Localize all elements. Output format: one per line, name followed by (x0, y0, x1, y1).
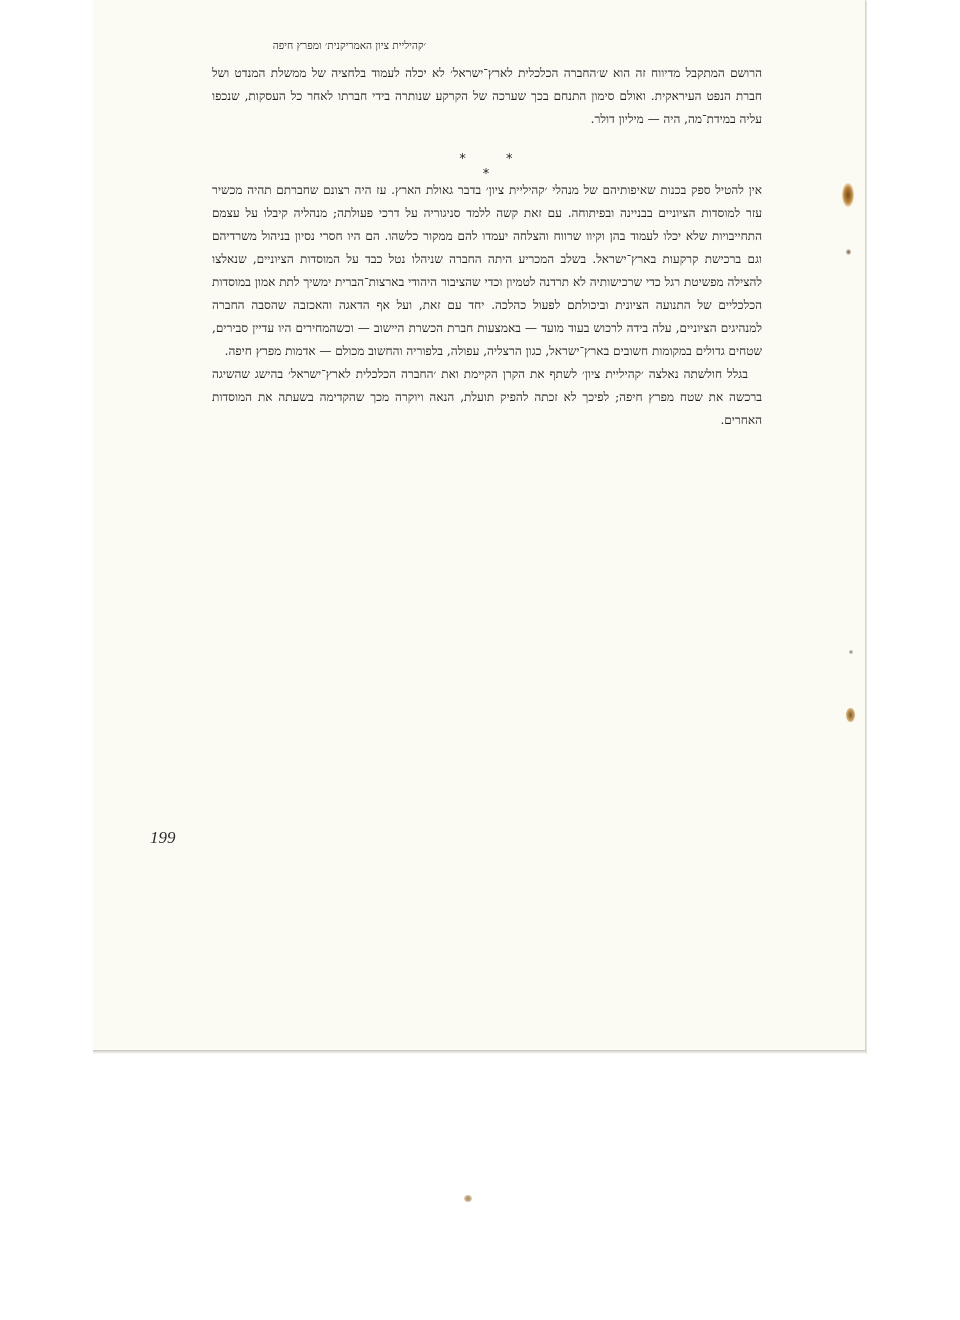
ink-stain (464, 1195, 472, 1202)
ink-stain (846, 249, 851, 255)
ink-stain (846, 708, 855, 722)
page-edge-shadow (93, 1050, 866, 1054)
section-separator: * * * (459, 152, 531, 182)
ink-stain (842, 183, 854, 207)
page-number: 199 (150, 828, 176, 847)
text-block-main (212, 179, 762, 432)
ink-stain (849, 650, 853, 654)
paragraph: בגלל חולשתה נאלצה ׳קהיליית ציון׳ לשתף את הקרן הקיימת ואת ׳החברה הכלכלית לארץ־ישראל׳ בהישג שהשיגה ברכשה את שטח מפרץ חיפה; לפיכך לא זכתה להפיק תועלת, הנאה ויוקרה מכך שהקדימה בשעתה את המוסדות האחרים. (212, 367, 762, 427)
text-block-top (212, 62, 762, 131)
running-head: ׳קהיליית ציון האמריקנית׳ ומפרץ חיפה (272, 40, 426, 52)
paragraph: הרושם המתקבל מדיווח זה הוא ש׳החברה הכלכלית לארץ־ישראל׳ לא יכלה לעמוד בלחציה של ממשלת המנדט ושל חברת הנפט העיראקית. ואולם סימון התנחם בכך שערכה של הקרקע שנותרה בידי חברתו לאחר כל העסקות, שנכפו עליה במידת־מה, היה — מיליון דולר. (212, 66, 762, 126)
paragraph: אין להטיל ספק בכנות שאיפותיהם של מנהלי ׳קהיליית ציון׳ בדבר גאולת הארץ. עז היה רצונם שחברתם תהיה מכשיר עזר למוסדות הציוניים בבניינה ובפיתוחה. עם זאת קשה ללמד סניגוריה על דרכי פעולתה; מנהליה קיבלו על עצמם התחייבויות שלא יכלו לעמוד בהן וקיוו שרווח והצלחה יעמדו להם ממקור כלשהו. הם היו חסרי נסיון בניהול משרדיהם וגם ברכישת קרקעות בארץ־ישראל. בשלב המכריע היתה החברה שניהלו נטל כבד על המוסדות הציוניים, שנאלצו להצילה מפשיטת רגל כדי שרכישותיה לא תרדנה לטמיון וכדי שהציבור היהודי בארצות־הברית ימשיך לתת אמון במוסדות הכלכליים של התנועה הציונית וביכולתם לפעול כהלכה. יחד עם זאת, ועל אף הדאגה והאכזבה שהסבה החברה למנהיגים הציוניים, עלה בידה לרכוש בעוד מועד — באמצעות חברת הכשרת היישוב — וכשהמחירים היו עדיין סבירים, שטחים גדולים במקומות חשובים בארץ־ישראל, כגון הרצליה, עפולה, בלפוריה והחשוב מכולם — אדמות מפרץ חיפה. (212, 183, 762, 358)
